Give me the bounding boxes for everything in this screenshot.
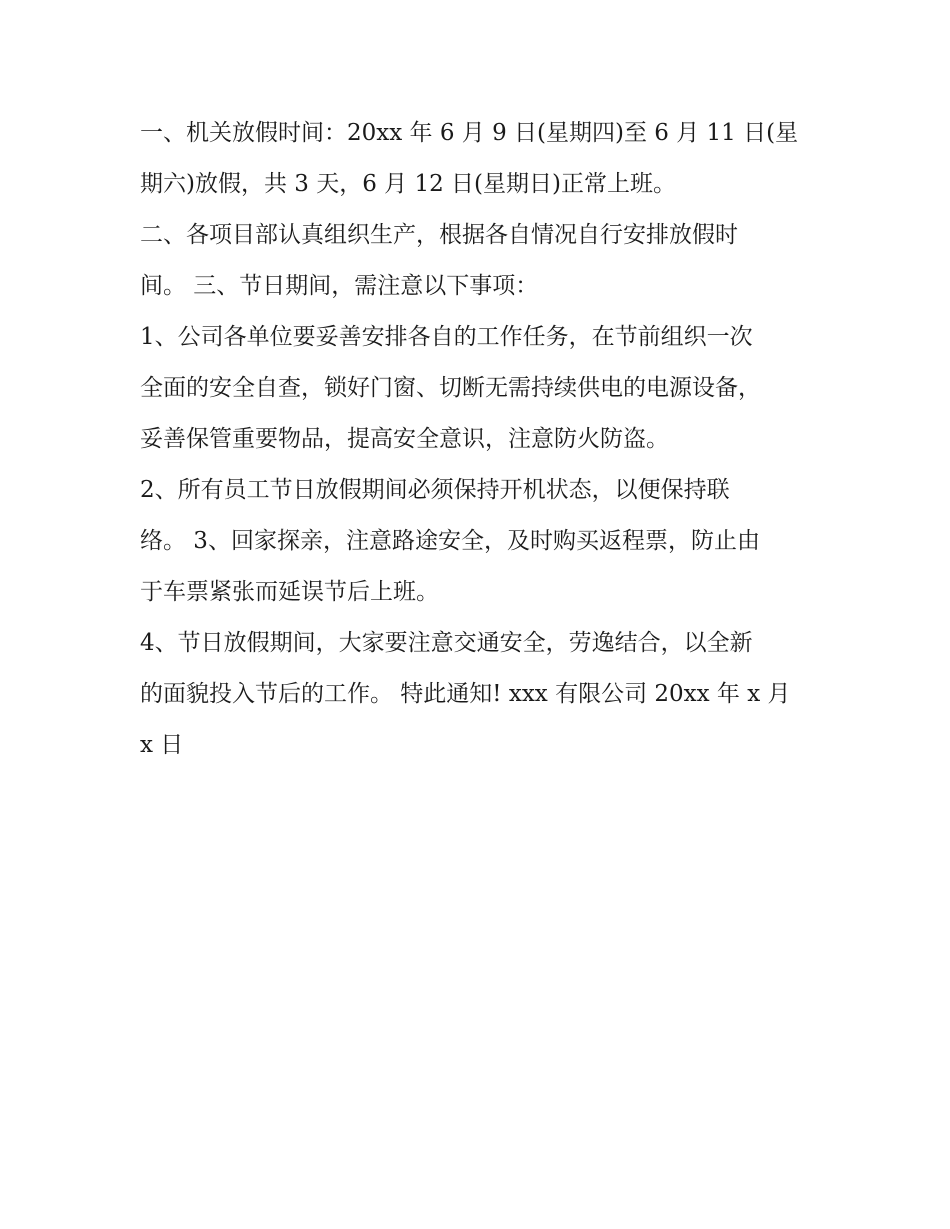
text-line: 1、公司各单位要妥善安排各自的工作任务，在节前组织一次 <box>140 324 753 350</box>
text-line: 期六)放假，共 3 天，6 月 12 日(星期日)正常上班。 <box>140 171 677 197</box>
text-line: 4、节日放假期间，大家要注意交通安全，劳逸结合，以全新 <box>140 630 753 656</box>
text-line: 全面的安全自查，锁好门窗、切断无需持续供电的电源设备， <box>140 375 761 401</box>
text-line: 络。 3、回家探亲，注意路途安全，及时购买返程票，防止由 <box>140 528 760 554</box>
text-line: 二、各项目部认真组织生产，根据各自情况自行安排放假时 <box>140 222 738 248</box>
text-line: 间。 三、节日期间，需注意以下事项： <box>140 273 539 299</box>
text-line: 的面貌投入节后的工作。 特此通知! xxx 有限公司 20xx 年 x 月 <box>140 681 791 707</box>
text-line: x 日 <box>140 732 184 758</box>
notice-body <box>140 108 812 771</box>
text-line: 于车票紧张而延误节后上班。 <box>140 579 439 605</box>
text-line: 一、机关放假时间：20xx 年 6 月 9 日(星期四)至 6 月 11 日(星 <box>140 120 799 146</box>
text-line: 2、所有员工节日放假期间必须保持开机状态，以便保持联 <box>140 477 730 503</box>
text-line: 妥善保管重要物品，提高安全意识，注意防火防盗。 <box>140 426 669 452</box>
